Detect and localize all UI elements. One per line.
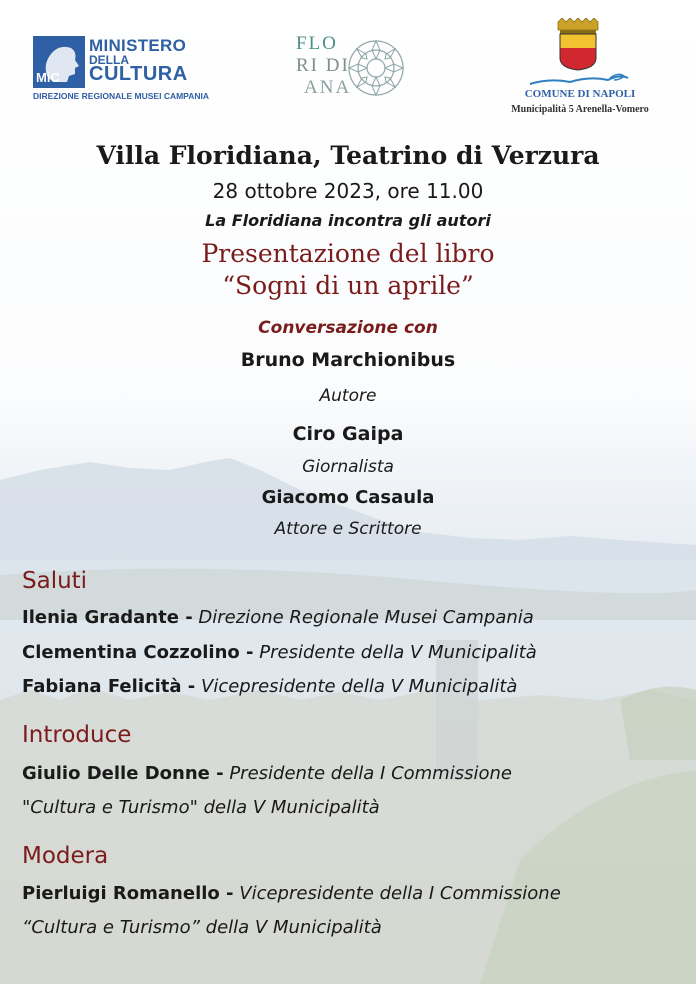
conversation-label: Conversazione con — [258, 318, 438, 338]
ministero-cultura-logo — [33, 36, 209, 104]
saluti-heading: Saluti — [22, 568, 88, 594]
participant-role: Giornalista — [302, 457, 394, 477]
participant-name: Giacomo Casaula — [261, 487, 435, 508]
floridiana-logo — [296, 34, 410, 104]
saluti-role: Direzione Regionale Musei Campania — [198, 607, 534, 628]
municipalita-label: Municipalità 5 Arenella-Vomero — [511, 104, 649, 115]
saluti-row — [22, 642, 537, 663]
floridiana-text-3: ANA — [304, 77, 352, 98]
modera-role-continued — [22, 917, 382, 938]
comune-napoli-logo — [490, 18, 670, 118]
mic-badge-text: MiC — [36, 70, 60, 85]
introduce-name: Giulio Delle Donne - — [22, 763, 224, 784]
floridiana-rosette-icon — [346, 38, 406, 98]
introduce-role-continued — [22, 797, 380, 818]
modera-row — [22, 883, 561, 904]
mic-badge — [33, 36, 85, 88]
saluti-name: Ilenia Gradante - — [22, 607, 193, 628]
saluti-name: Fabiana Felicità - — [22, 676, 196, 697]
napoli-crest-icon — [490, 18, 670, 88]
mic-line-cultura: CULTURA — [89, 63, 188, 85]
event-venue: Villa Floridiana, Teatrino di Verzura — [96, 141, 600, 170]
book-title: “Sogni di un aprile” — [222, 271, 474, 300]
event-series: La Floridiana incontra gli autori — [205, 211, 491, 230]
saluti-role: Presidente della V Municipalità — [259, 642, 537, 663]
saluti-role: Vicepresidente della V Municipalità — [201, 676, 518, 697]
mic-line-della: DELLA — [89, 53, 129, 67]
modera-role: Vicepresidente della I Commissione — [239, 883, 561, 904]
mic-line-ministero: MINISTERO — [89, 36, 187, 55]
participant-name: Bruno Marchionibus — [240, 349, 456, 371]
modera-role-line2: “Cultura e Turismo” della V Municipalità — [22, 917, 382, 938]
saluti-row — [22, 676, 517, 697]
event-date: 28 ottobre 2023, ore 11.00 — [212, 179, 484, 203]
comune-napoli-label: COMUNE DI NAPOLI — [524, 88, 636, 100]
saluti-row — [22, 607, 534, 628]
introduce-row — [22, 763, 512, 784]
floridiana-text-1: FLO — [296, 33, 338, 54]
mic-line-direzione: DIREZIONE REGIONALE MUSEI CAMPANIA — [33, 91, 209, 101]
presentation-heading: Presentazione del libro — [201, 239, 495, 268]
saluti-name: Clementina Cozzolino - — [22, 642, 254, 663]
modera-name: Pierluigi Romanello - — [22, 883, 234, 904]
introduce-role: Presidente della I Commissione — [229, 763, 512, 784]
participant-name: Ciro Gaipa — [292, 423, 404, 445]
introduce-role-line2: "Cultura e Turismo" della V Municipalità — [22, 797, 380, 818]
introduce-heading: Introduce — [22, 722, 132, 748]
modera-heading: Modera — [22, 843, 109, 869]
floridiana-text-2: RI DI — [296, 55, 350, 76]
participant-role: Attore e Scrittore — [274, 519, 422, 539]
participant-role: Autore — [319, 386, 377, 406]
